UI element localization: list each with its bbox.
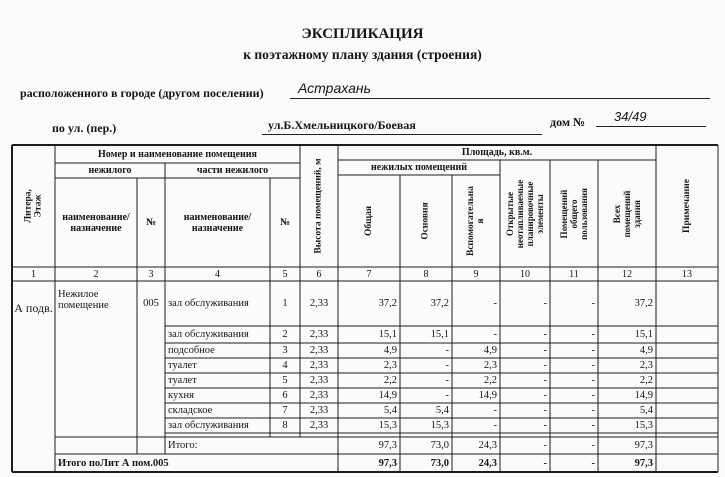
row-3-no: 3 (282, 345, 288, 356)
row-1-total: 37,2 (378, 298, 397, 309)
header-main: Основня (421, 202, 431, 240)
row-8-main: 15,3 (430, 420, 449, 431)
header-area-group: Площадь, кв.м. (461, 147, 533, 158)
col-number: 4 (215, 268, 220, 280)
row-8-aux: - (493, 420, 497, 431)
col-number: 9 (473, 268, 479, 280)
row-1-open: - (543, 298, 547, 309)
subtotal-all: 97,3 (634, 440, 653, 451)
col-number: 1 (31, 268, 36, 280)
row-3-total: 4,9 (383, 345, 397, 356)
row-4-open: - (543, 360, 547, 371)
col-number: 5 (282, 268, 288, 280)
row-8-common: - (591, 420, 595, 431)
row-2-no: 2 (282, 329, 288, 340)
row-4-part: туалет (168, 360, 197, 371)
document-subtitle: к поэтажному плану здания (строения) (243, 47, 482, 62)
row-1-main: 37,2 (430, 298, 449, 309)
header-room-group: Номер и наименование помещения (98, 148, 257, 160)
row-2-part: зал обслуживания (168, 329, 249, 340)
row-2-h: 2,33 (309, 329, 329, 340)
header-all-rooms: Всех помещений здания (612, 190, 642, 237)
header-name-1: наименование/ назначение (62, 211, 130, 234)
street-value: ул.Б.Хмельницкого/Боевая (268, 118, 416, 132)
row-7-open: - (543, 405, 547, 416)
col-number: 8 (423, 268, 429, 280)
row-7-main: 5,4 (435, 405, 449, 416)
row-6-part: кухня (168, 390, 194, 401)
row-4-aux: 2,3 (483, 360, 497, 371)
header-note: Примечание (682, 179, 692, 233)
row-1-part: зал обслуживания (168, 298, 249, 309)
subtotal-aux: 24,3 (478, 440, 497, 451)
row-2-total: 15,1 (378, 329, 397, 340)
row-4-all: 2,3 (639, 360, 653, 371)
house-label: дом № (550, 115, 586, 129)
subtotal-main: 73,0 (430, 440, 449, 451)
header-open-elements: Открытые неотапливаемые планировочные элементы (505, 179, 546, 248)
row-5-total: 2,2 (383, 375, 397, 386)
row-5-open: - (543, 375, 547, 386)
header-common-areas: Помещений общего пользования (559, 187, 589, 240)
row-5-no: 5 (282, 375, 288, 386)
row-2-aux: - (493, 329, 497, 340)
row-6-all: 14,9 (634, 390, 653, 401)
row-3-main: - (445, 345, 449, 356)
row-7-total: 5,4 (383, 405, 397, 416)
row-7-no: 7 (282, 405, 288, 416)
location-label: расположенного в городе (другом поселении) (20, 86, 264, 100)
row-7-common: - (591, 405, 595, 416)
header-nonres-area: нежилых помещений (370, 162, 468, 173)
col-number: 12 (622, 268, 632, 280)
row-5-common: - (591, 375, 595, 386)
row-8-no: 8 (282, 420, 288, 431)
row-3-aux: 4,9 (483, 345, 497, 356)
grand-total-all: 97,3 (634, 457, 653, 469)
row-5-aux: 2,2 (483, 375, 497, 386)
col-number: 2 (93, 268, 99, 280)
row-5-h: 2,33 (309, 375, 329, 386)
premise-name: Нежилое помещение (58, 289, 109, 311)
city-value: Астрахань (298, 80, 371, 96)
subtotal-total: 97,3 (378, 440, 397, 451)
row-8-part: зал обслуживания (168, 420, 249, 431)
header-total: Общая (364, 205, 374, 237)
row-3-h: 2,33 (309, 345, 329, 356)
header-number-2: № (279, 217, 291, 228)
row-2-all: 15,1 (634, 329, 653, 340)
grand-total-total: 97,3 (378, 457, 397, 469)
row-3-all: 4,9 (639, 345, 653, 356)
row-7-all: 5,4 (639, 405, 653, 416)
grand-total-main: 73,0 (430, 457, 449, 469)
row-1-no: 1 (282, 298, 288, 309)
row-2-main: 15,1 (430, 329, 449, 340)
subtotal-common: - (591, 440, 595, 451)
row-6-no: 6 (282, 390, 288, 401)
header-parts: части нежилого (196, 165, 269, 176)
litera-value: А подв. (14, 301, 53, 315)
col-number: 6 (316, 268, 322, 280)
row-4-no: 4 (282, 360, 288, 371)
grand-total-open: - (543, 457, 547, 469)
col-number: 3 (148, 268, 154, 280)
premise-number: 005 (143, 297, 159, 309)
row-8-h: 2,33 (309, 420, 329, 431)
row-3-open: - (543, 345, 547, 356)
row-5-part: туалет (168, 375, 197, 386)
col-number: 11 (569, 268, 579, 280)
row-6-h: 2,33 (309, 390, 329, 401)
header-auxiliary: Вспомогательна я (466, 186, 487, 256)
col-number: 13 (682, 268, 692, 280)
row-7-h: 2,33 (309, 405, 329, 416)
row-4-main: - (445, 360, 449, 371)
row-1-aux: - (493, 298, 497, 309)
row-2-open: - (543, 329, 547, 340)
col-number: 7 (366, 268, 372, 280)
row-1-common: - (591, 298, 595, 309)
row-4-total: 2,3 (383, 360, 397, 371)
row-6-total: 14,9 (378, 390, 397, 401)
row-7-part: складское (168, 405, 213, 416)
row-1-h: 2,33 (309, 298, 329, 309)
row-1-all: 37,2 (634, 298, 653, 309)
house-value: 34/49 (614, 109, 647, 124)
row-6-aux: 14,9 (478, 390, 497, 401)
document-title: ЭКСПЛИКАЦИЯ (301, 26, 424, 42)
subtotal-label: Итого: (168, 440, 198, 451)
grand-total-common: - (591, 457, 595, 469)
subtotal-open: - (543, 440, 547, 451)
grand-total-label: Итого поЛит А пом.005 (58, 457, 169, 469)
header-number-1: № (145, 217, 157, 228)
row-6-open: - (543, 390, 547, 401)
col-number: 10 (520, 268, 530, 280)
header-litera: Литера, Этаж (23, 189, 44, 223)
row-6-common: - (591, 390, 595, 401)
row-3-part: подсобное (168, 345, 215, 356)
header-height: Высота помещений, м (314, 158, 324, 254)
header-name-2: наименование/ назначение (183, 211, 252, 234)
row-2-common: - (591, 329, 595, 340)
row-3-common: - (591, 345, 595, 356)
grand-total-aux: 24,3 (478, 457, 497, 469)
row-4-common: - (591, 360, 595, 371)
row-8-open: - (543, 420, 547, 431)
street-label: по ул. (пер.) (52, 121, 117, 135)
header-nonresidential: нежилого (88, 165, 132, 176)
row-8-total: 15,3 (378, 420, 397, 431)
row-7-aux: - (493, 405, 497, 416)
row-4-h: 2,33 (309, 360, 329, 371)
row-5-all: 2,2 (639, 375, 653, 386)
row-6-main: - (445, 390, 449, 401)
row-5-main: - (445, 375, 449, 386)
row-8-all: 15,3 (634, 420, 653, 431)
